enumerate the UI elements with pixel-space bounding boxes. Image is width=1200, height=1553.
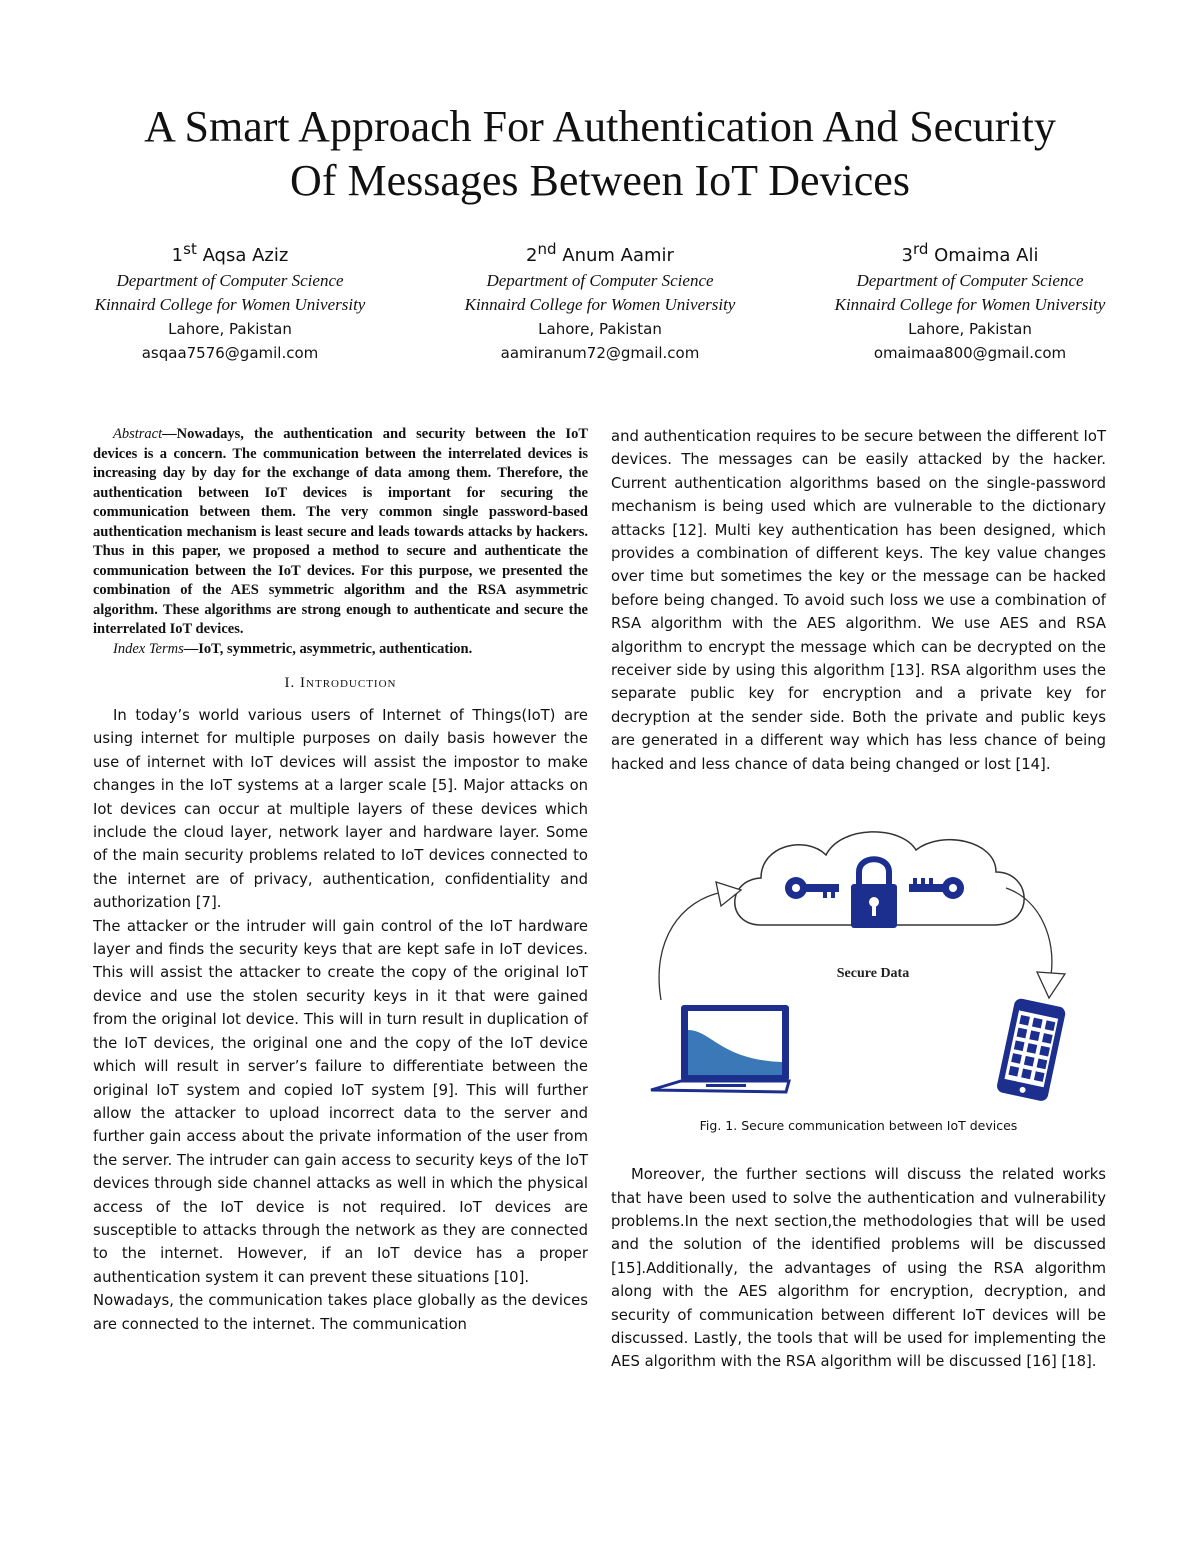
index-terms-text: —IoT, symmetric, asymmetric, authentication.: [183, 640, 473, 657]
paragraph: The attacker or the intruder will gain control of the IoT hardware layer and finds the security keys that are kept safe in IoT devices. This will assist the attacker to create the copy of the original IoT device and use the stolen security keys in it that were gained from the original Iot device. This will in turn result in duplication of the IoT devices, the original one and the copy of the IoT device which will result in server’s failure to differentiate between the original IoT system and copied IoT system [9]. This will further allow the attacker to upload incorrect data to the server and further gain access about the private information of the user from the server. The intruder can gain access to security keys of the IoT devices through side channel attacks as well in which the physical access of the IoT device is not required. IoT devices are susceptible to attacks through the network as they are connected to the internet. However, if an IoT device has a proper authentication system it can prevent these situations [10].: [93, 917, 588, 1286]
paragraph: Moreover, the further sections will discuss the related works that have been used to solve the authentication and vulnerability problems.In the next section,the methodologies that will be used and the solution of the identified problems will be discussed [15].Additionally, the advantages of using the RSA algorithm along with the AES algorithm for encryption, decryption, and security of communication between different IoT devices will be discussed. Lastly, the tools that will be used for implementing the AES algorithm with the RSA algorithm will be discussed [16] [18].: [611, 1166, 1106, 1371]
figure-1: [611, 810, 1106, 1110]
author-department: Department of Computer Science: [116, 271, 344, 290]
abstract-text: —Nowadays, the authentication and security between the IoT devices is a concern. The communication between the interrelated devices is increasing day by day for the exchange of data among them. Therefore, the authentication between IoT devices is important for securing the communication between them. The very common single password-based authentication mechanism is least secure and leads towards attacks by hackers. Thus in this paper, we proposed a method to secure and authenticate the communication between the IoT devices. For this purpose, we presented the combination of the AES symmetric algorithm and the RSA asymmetric algorithm. These algorithms are strong enough to authenticate and secure the interrelated IoT devices.: [93, 426, 588, 637]
author-name: 2nd Anum Aamir: [526, 240, 674, 266]
author-university: Kinnaird College for Women University: [834, 295, 1106, 314]
figure-caption: Fig. 1. Secure communication between IoT devices: [699, 1118, 1018, 1134]
paragraph: Nowadays, the communication takes place globally as the devices are connected to the internet. The communication: [93, 1292, 588, 1333]
left-column: [93, 425, 588, 1336]
author-city: Lahore, Pakistan: [538, 320, 662, 338]
paper-title: [60, 100, 1140, 208]
index-terms-label: Index Terms: [113, 640, 184, 657]
abstract: [93, 425, 588, 640]
author-city: Lahore, Pakistan: [168, 320, 292, 338]
abstract-label: Abstract: [113, 426, 163, 442]
index-terms: [93, 640, 588, 660]
section-number: I.: [284, 675, 296, 691]
author-name: 1st Aqsa Aziz: [171, 240, 289, 266]
paragraph: and authentication requires to be secure between the different IoT devices. The messages can be easily attacked by the hacker. Current authentication algorithms based on the single-password mechanism is being used which are vulnerable to the dictionary attacks [12]. Multi key authentication has been designed, which provides a combination of different keys. The key value changes over time but sometimes the key or the message can be hacked before being changed. To avoid such loss we use a combination of RSA algorithm with the AES algorithm. We use AES and RSA algorithm to encrypt the message which can be decrypted on the receiver side by using this algorithm [13]. RSA algorithm uses the separate public key for encryption and a private key for decryption at the sender side. Both the private and public keys are generated in a different way which has less chance of being hacked and less chance of data being changed or lost [14].: [611, 428, 1106, 773]
cloud-label: Secure Data: [836, 966, 910, 982]
author-department: Department of Computer Science: [856, 271, 1084, 290]
author-university: Kinnaird College for Women University: [464, 295, 736, 314]
section-title: Introduction: [300, 675, 397, 691]
author-block: [60, 236, 1140, 366]
author-email: aamiranum72@gmail.com: [500, 344, 700, 362]
author-name: 3rd Omaima Ali: [901, 240, 1039, 266]
right-column: [611, 425, 1106, 1374]
arrow-up-icon: [659, 892, 723, 1000]
author-2: [430, 236, 770, 365]
laptop-icon: [651, 1005, 789, 1092]
author-city: Lahore, Pakistan: [908, 320, 1032, 338]
paragraph: In today’s world various users of Internet of Things(IoT) are using internet for multiple purposes on daily basis however the use of internet with IoT devices will assist the impostor to make changes in the IoT systems at a larger scale [5]. Major attacks on Iot devices can occur at multiple layers of these devices which include the cloud layer, network layer and hardware layer. Some of the main security problems related to IoT devices connected to the internet are of privacy, authentication, confidentiality and authorization [7].: [93, 707, 588, 912]
author-1: [60, 236, 400, 365]
author-university: Kinnaird College for Women University: [94, 295, 366, 314]
secure-communication-diagram: [611, 810, 1106, 1110]
smartphone-icon: [996, 998, 1067, 1103]
author-email: asqaa7576@gamil.com: [141, 344, 319, 362]
title-line-1: A Smart Approach For Authentication And Security: [144, 102, 1056, 151]
title-line-2: Of Messages Between IoT Devices: [290, 156, 910, 205]
section-heading: [93, 675, 588, 692]
author-3: [800, 236, 1140, 365]
author-email: omaimaa800@gmail.com: [873, 344, 1067, 362]
author-department: Department of Computer Science: [486, 271, 714, 290]
